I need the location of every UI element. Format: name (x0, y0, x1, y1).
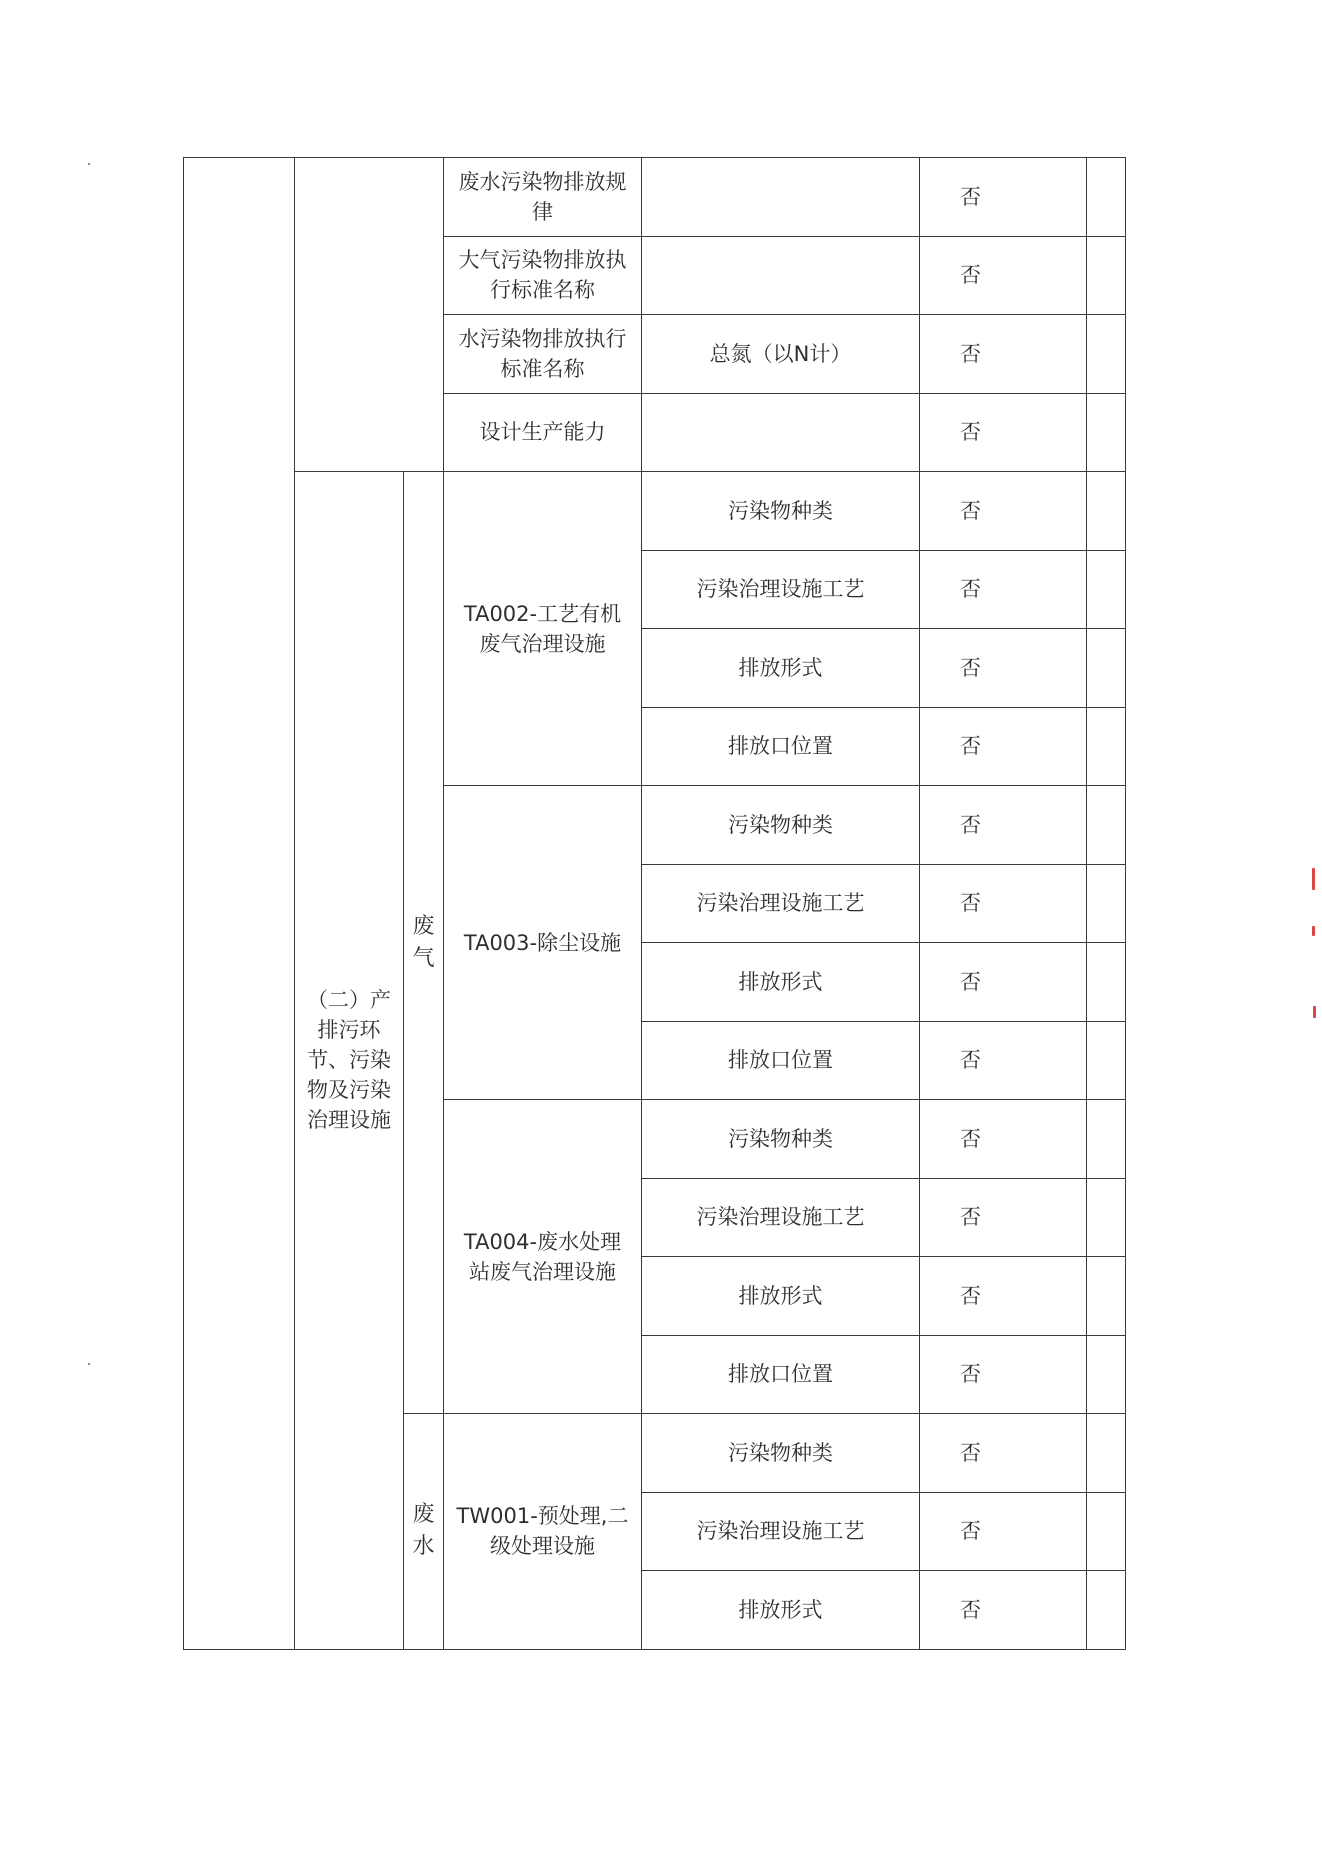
blank-cell (1087, 786, 1126, 865)
item-cell: 污染物种类 (642, 1100, 920, 1179)
item-cell: 污染治理设施工艺 (642, 1492, 920, 1571)
blank-cell (1087, 158, 1126, 237)
item-cell: 排放形式 (642, 943, 920, 1022)
blank-cell (1087, 550, 1126, 629)
item-cell: 排放形式 (642, 1571, 920, 1650)
item-cell: 污染物种类 (642, 786, 920, 865)
answer-cell: 否 (920, 315, 1087, 394)
detail-cell: 总氮（以N计） (642, 315, 920, 394)
table-row (184, 158, 1126, 237)
blank-cell (1087, 864, 1126, 943)
blank-cell (1087, 1100, 1126, 1179)
answer-cell: 否 (920, 864, 1087, 943)
answer-cell: 否 (920, 1257, 1087, 1336)
answer-cell: 否 (920, 393, 1087, 472)
item-cell: 排放口位置 (642, 1335, 920, 1414)
blank-cell (1087, 236, 1126, 315)
scan-speck (88, 163, 90, 165)
red-stamp-edge-mark (1313, 1006, 1316, 1018)
item-cell: 排放形式 (642, 629, 920, 708)
answer-cell: 否 (920, 1414, 1087, 1493)
blank-cell (1087, 1335, 1126, 1414)
group-label-wastewater: 废水 (404, 1414, 444, 1650)
blank-cell (1087, 1492, 1126, 1571)
detail-cell (642, 393, 920, 472)
item-cell: 废水污染物排放规律 (444, 158, 642, 237)
answer-cell: 否 (920, 1492, 1087, 1571)
facility-name: TA004-废水处理站废气治理设施 (444, 1100, 642, 1414)
blank-cell (1087, 1414, 1126, 1493)
answer-cell: 否 (920, 707, 1087, 786)
answer-cell: 否 (920, 786, 1087, 865)
item-cell: 污染物种类 (642, 472, 920, 551)
section-label: （二）产排污环节、污染物及污染治理设施 (295, 472, 404, 1650)
blank-second-column (295, 158, 444, 472)
blank-cell (1087, 393, 1126, 472)
answer-cell: 否 (920, 472, 1087, 551)
inspection-table (183, 157, 1126, 1650)
facility-name: TA003-除尘设施 (444, 786, 642, 1100)
answer-cell: 否 (920, 1021, 1087, 1100)
red-stamp-edge-mark (1312, 926, 1315, 936)
document-table-container (183, 157, 1126, 1650)
blank-cell (1087, 315, 1126, 394)
facility-name: TW001-预处理,二级处理设施 (444, 1414, 642, 1650)
item-cell: 大气污染物排放执行标准名称 (444, 236, 642, 315)
answer-cell: 否 (920, 1100, 1087, 1179)
item-cell: 污染治理设施工艺 (642, 864, 920, 943)
blank-cell (1087, 1178, 1126, 1257)
facility-name: TA002-工艺有机废气治理设施 (444, 472, 642, 786)
red-stamp-edge-mark (1312, 868, 1315, 890)
answer-cell: 否 (920, 236, 1087, 315)
item-cell: 排放口位置 (642, 707, 920, 786)
scan-speck (88, 1363, 90, 1365)
group-label-exhaust-gas: 废气 (404, 472, 444, 1414)
blank-cell (1087, 943, 1126, 1022)
item-cell: 污染治理设施工艺 (642, 550, 920, 629)
item-cell: 排放形式 (642, 1257, 920, 1336)
answer-cell: 否 (920, 158, 1087, 237)
answer-cell: 否 (920, 1571, 1087, 1650)
item-cell: 设计生产能力 (444, 393, 642, 472)
answer-cell: 否 (920, 629, 1087, 708)
detail-cell (642, 158, 920, 237)
blank-cell (1087, 1021, 1126, 1100)
blank-cell (1087, 472, 1126, 551)
blank-cell (1087, 1571, 1126, 1650)
answer-cell: 否 (920, 943, 1087, 1022)
answer-cell: 否 (920, 1335, 1087, 1414)
detail-cell (642, 236, 920, 315)
table-row (184, 472, 1126, 551)
item-cell: 污染治理设施工艺 (642, 1178, 920, 1257)
item-cell: 水污染物排放执行标准名称 (444, 315, 642, 394)
item-cell: 污染物种类 (642, 1414, 920, 1493)
blank-cell (1087, 629, 1126, 708)
blank-cell (1087, 1257, 1126, 1336)
blank-first-column (184, 158, 295, 1650)
blank-cell (1087, 707, 1126, 786)
answer-cell: 否 (920, 550, 1087, 629)
answer-cell: 否 (920, 1178, 1087, 1257)
item-cell: 排放口位置 (642, 1021, 920, 1100)
